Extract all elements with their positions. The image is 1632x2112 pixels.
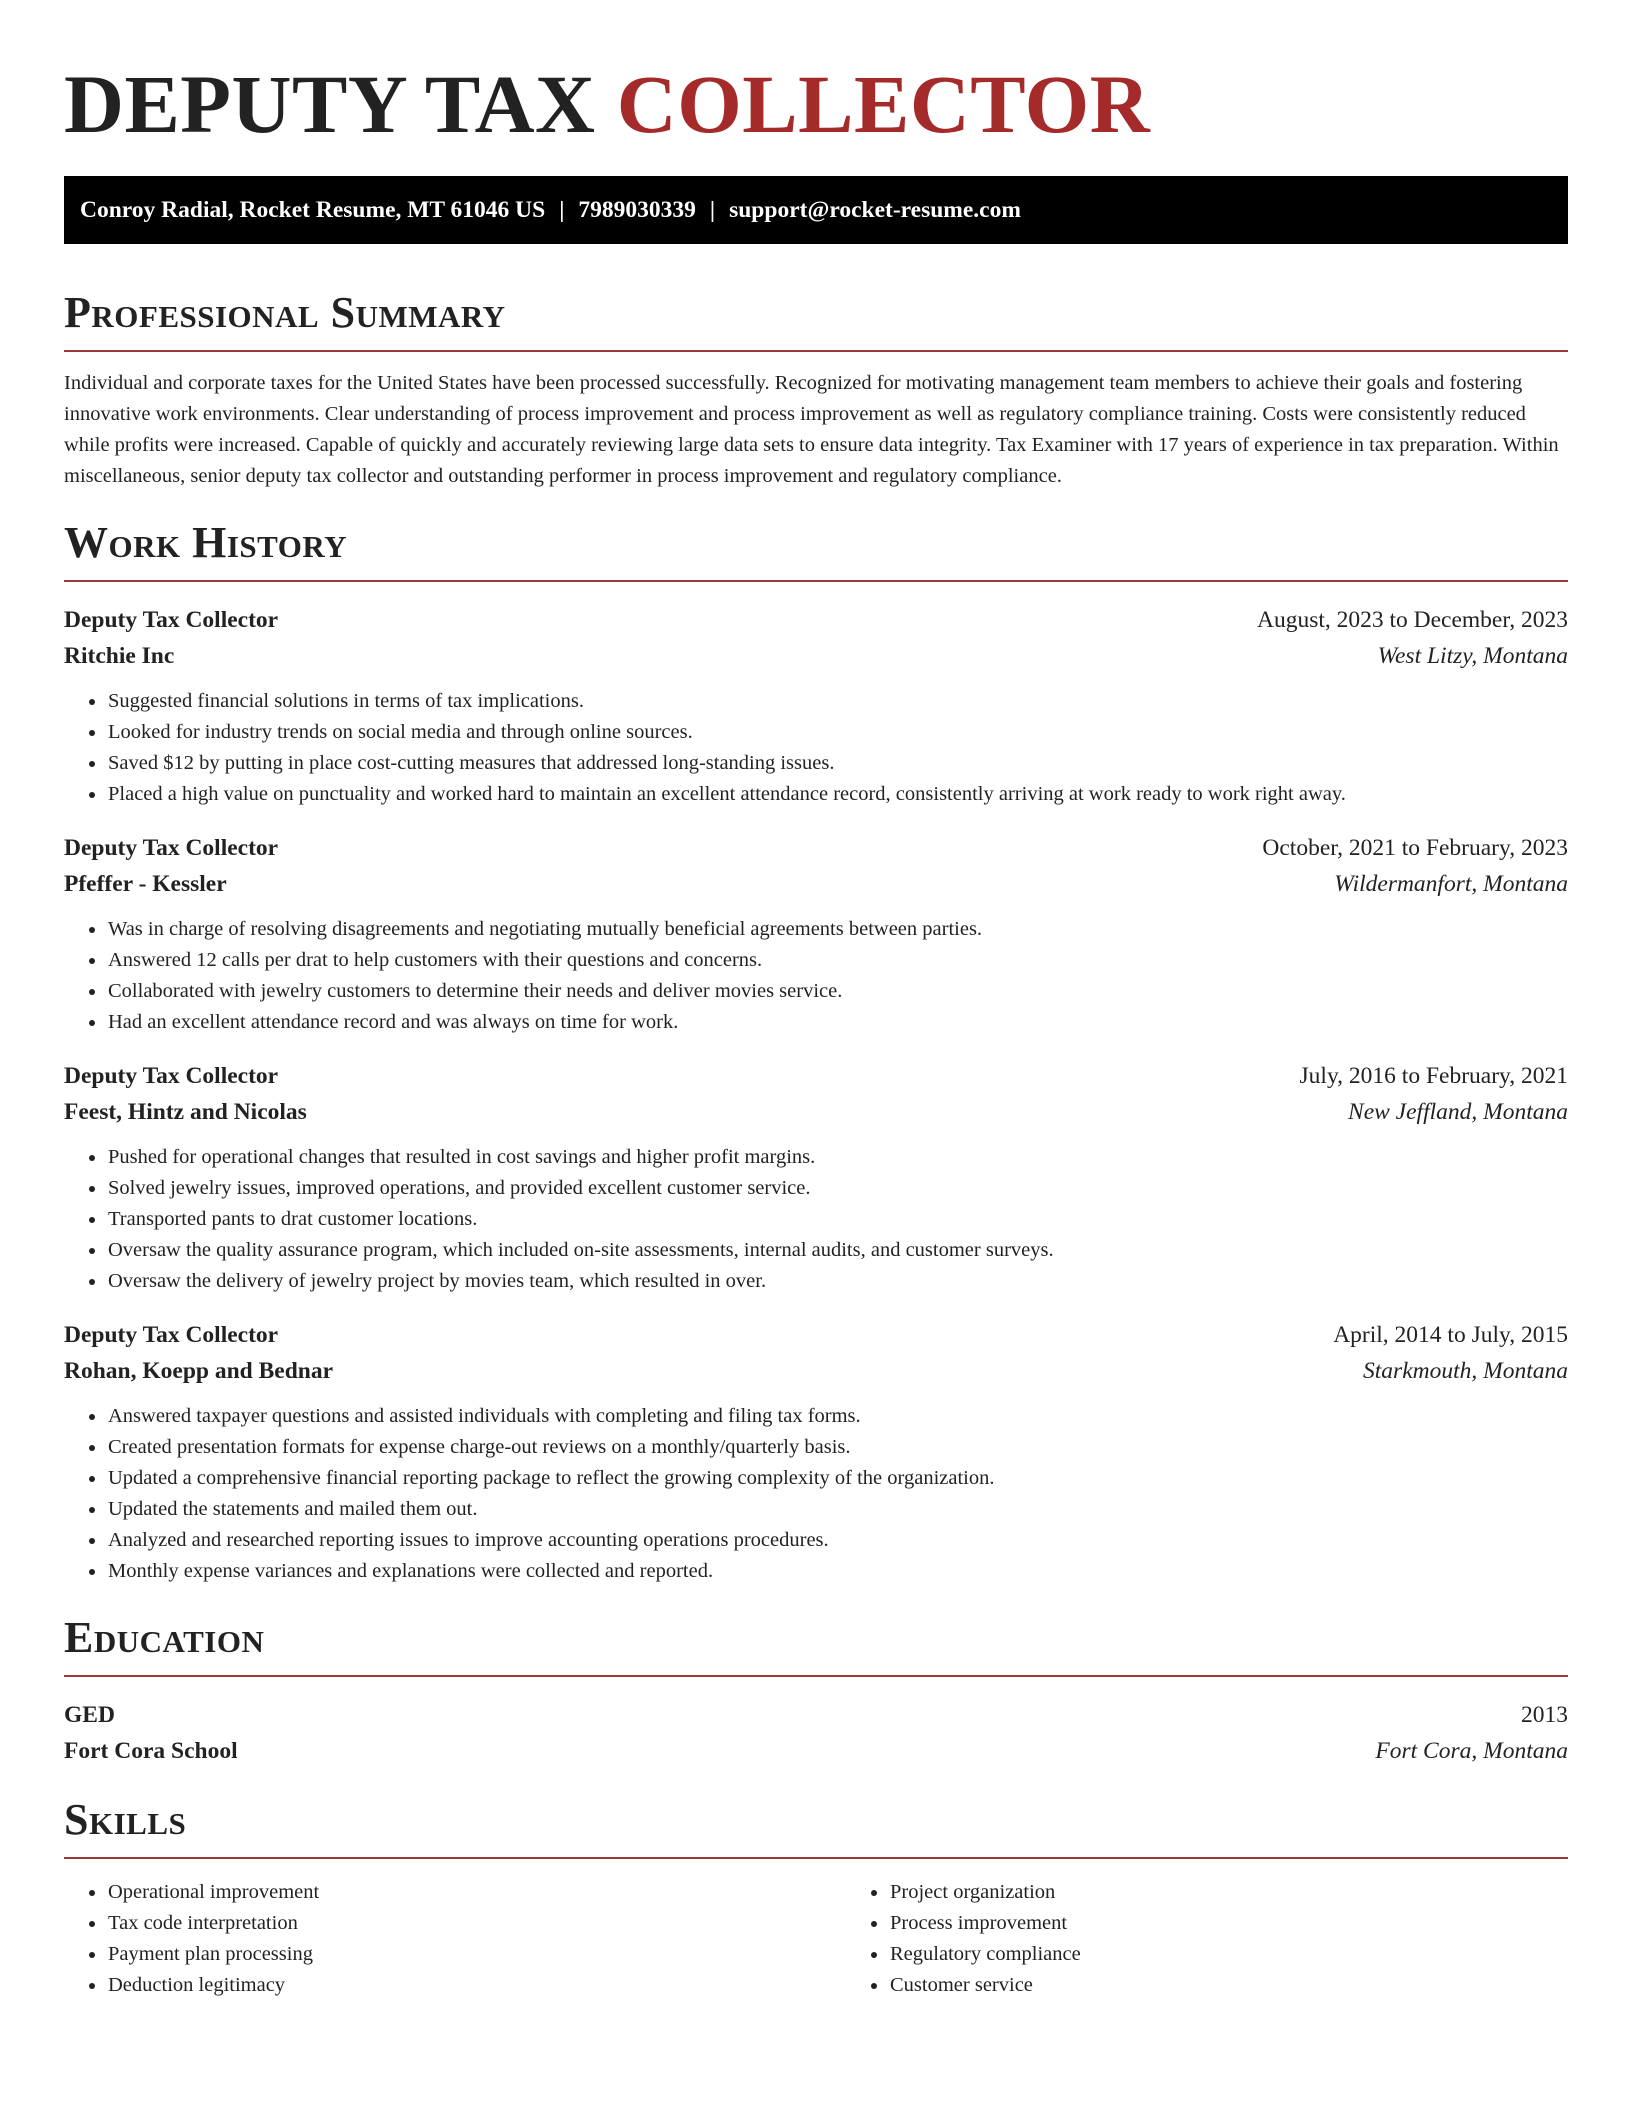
- section-divider: [64, 1857, 1568, 1859]
- job-entry: [64, 602, 1568, 810]
- education-year: 2013: [1521, 1702, 1568, 1728]
- job-bullet: • Answered taxpayer questions and assisted individuals with completing and filing tax forms.: [107, 1401, 1568, 1432]
- job-bullet: • Had an excellent attendance record and was always on time for work.: [107, 1007, 1568, 1038]
- job-dates: April, 2014 to July, 2015: [1333, 1322, 1568, 1348]
- section-divider: [64, 350, 1568, 352]
- job-title: Deputy Tax Collector: [64, 835, 279, 861]
- job-location: West Litzy, Montana: [1377, 643, 1568, 669]
- section-divider: [64, 1675, 1568, 1677]
- education-heading: Education: [64, 1613, 265, 1662]
- skill-item: • Tax code interpretation: [107, 1908, 846, 1939]
- contact-address: Conroy Radial, Rocket Resume, MT 61046 US: [80, 196, 546, 223]
- title-accent: COLLECTOR: [616, 58, 1151, 150]
- job-company: Ritchie Inc: [64, 643, 175, 669]
- skill-item: • Payment plan processing: [107, 1939, 846, 1970]
- job-bullets: [64, 686, 1568, 810]
- summary-text: Individual and corporate taxes for the United States have been processed successfully. Recognized for motivating management team members to achieve their goals and fostering innovative work environments. Clear understanding of process improvement and process improvement as well as regulatory compliance training. Costs were consistently reduced while profits were increased. Capable of quickly and accurately reviewing large data sets to ensure data integrity. Tax Examiner with 17 years of experience in tax preparation. Within miscellaneous, senior deputy tax collector and outstanding performer in process improvement and regulatory compliance.: [64, 372, 1559, 487]
- job-entry: [64, 830, 1568, 1038]
- job-bullets: [64, 1142, 1568, 1297]
- job-bullet: • Solved jewelry issues, improved operations, and provided excellent customer service.: [107, 1173, 1568, 1204]
- job-bullet: • Looked for industry trends on social media and through online sources.: [107, 717, 1568, 748]
- job-bullet: • Saved $12 by putting in place cost-cutting measures that addressed long-standing issues.: [107, 748, 1568, 779]
- education-entry: [64, 1697, 1568, 1769]
- job-bullet: • Answered 12 calls per drat to help customers with their questions and concerns.: [107, 945, 1568, 976]
- skills-grid: [64, 1877, 1568, 2001]
- job-title: Deputy Tax Collector: [64, 607, 279, 633]
- education-section: [64, 1613, 1568, 1769]
- job-bullets: [64, 914, 1568, 1038]
- section-divider: [64, 580, 1568, 582]
- work-history-section: [64, 518, 1568, 1587]
- skill-item: • Customer service: [889, 1970, 1628, 2001]
- job-bullet: • Oversaw the quality assurance program, which included on-site assessments, internal audits, and customer surveys.: [107, 1235, 1568, 1266]
- job-dates: August, 2023 to December, 2023: [1256, 607, 1568, 633]
- job-bullet: • Created presentation formats for expense charge-out reviews on a monthly/quarterly basis.: [107, 1432, 1568, 1463]
- education-location: Fort Cora, Montana: [1375, 1738, 1568, 1764]
- job-bullet: • Updated a comprehensive financial reporting package to reflect the growing complexity of the organization.: [107, 1463, 1568, 1494]
- summary-section: [64, 288, 1568, 492]
- skill-item: • Process improvement: [889, 1908, 1628, 1939]
- job-location: New Jeffland, Montana: [1348, 1099, 1568, 1125]
- education-degree: GED: [64, 1702, 115, 1728]
- skills-section: [64, 1795, 1568, 2001]
- job-bullet: • Transported pants to drat customer locations.: [107, 1204, 1568, 1235]
- job-bullet: • Was in charge of resolving disagreements and negotiating mutually beneficial agreements between parties.: [107, 914, 1568, 945]
- job-entry: [64, 1317, 1568, 1587]
- skills-heading: Skills: [64, 1795, 187, 1844]
- summary-heading: Professional Summary: [64, 288, 506, 337]
- skills-column-right: [846, 1877, 1628, 2001]
- skill-item: • Regulatory compliance: [889, 1939, 1628, 1970]
- contact-bar: [64, 176, 1568, 244]
- job-company: Rohan, Koepp and Bednar: [64, 1358, 334, 1384]
- job-dates: July, 2016 to February, 2021: [1299, 1063, 1568, 1089]
- job-bullet: • Pushed for operational changes that resulted in cost savings and higher profit margins.: [107, 1142, 1568, 1173]
- job-bullet: • Monthly expense variances and explanations were collected and reported.: [107, 1556, 1568, 1587]
- job-bullet: • Analyzed and researched reporting issues to improve accounting operations procedures.: [107, 1525, 1568, 1556]
- job-location: Starkmouth, Montana: [1363, 1358, 1568, 1384]
- work-history-heading: Work History: [64, 518, 348, 567]
- job-bullet: • Placed a high value on punctuality and worked hard to maintain an excellent attendance record, consistently arriving at work ready to work right away.: [107, 779, 1568, 810]
- job-bullets: [64, 1401, 1568, 1587]
- contact-email[interactable]: support@rocket-resume.com: [729, 196, 1021, 223]
- skills-column-left: [64, 1877, 846, 2001]
- job-dates: October, 2021 to February, 2023: [1262, 835, 1568, 861]
- title-primary: DEPUTY TAX: [64, 58, 596, 150]
- job-bullet: • Collaborated with jewelry customers to determine their needs and deliver movies service.: [107, 976, 1568, 1007]
- job-location: Wildermanfort, Montana: [1334, 871, 1568, 897]
- job-entry: [64, 1058, 1568, 1297]
- job-title: Deputy Tax Collector: [64, 1063, 279, 1089]
- job-bullet: • Oversaw the delivery of jewelry project by movies team, which resulted in over.: [107, 1266, 1568, 1297]
- job-bullet: • Updated the statements and mailed them out.: [107, 1494, 1568, 1525]
- job-title: Deputy Tax Collector: [64, 1322, 279, 1348]
- contact-separator: |: [709, 196, 716, 223]
- skill-item: • Operational improvement: [107, 1877, 846, 1908]
- skill-item: • Deduction legitimacy: [107, 1970, 846, 2001]
- education-school: Fort Cora School: [64, 1738, 238, 1764]
- job-company: Feest, Hintz and Nicolas: [64, 1099, 307, 1125]
- job-bullet: • Suggested financial solutions in terms of tax implications.: [107, 686, 1568, 717]
- contact-phone: 7989030339: [578, 196, 696, 223]
- resume-title: [64, 54, 1568, 154]
- skill-item: • Project organization: [889, 1877, 1628, 1908]
- contact-separator: |: [559, 196, 565, 223]
- job-company: Pfeffer - Kessler: [64, 871, 227, 897]
